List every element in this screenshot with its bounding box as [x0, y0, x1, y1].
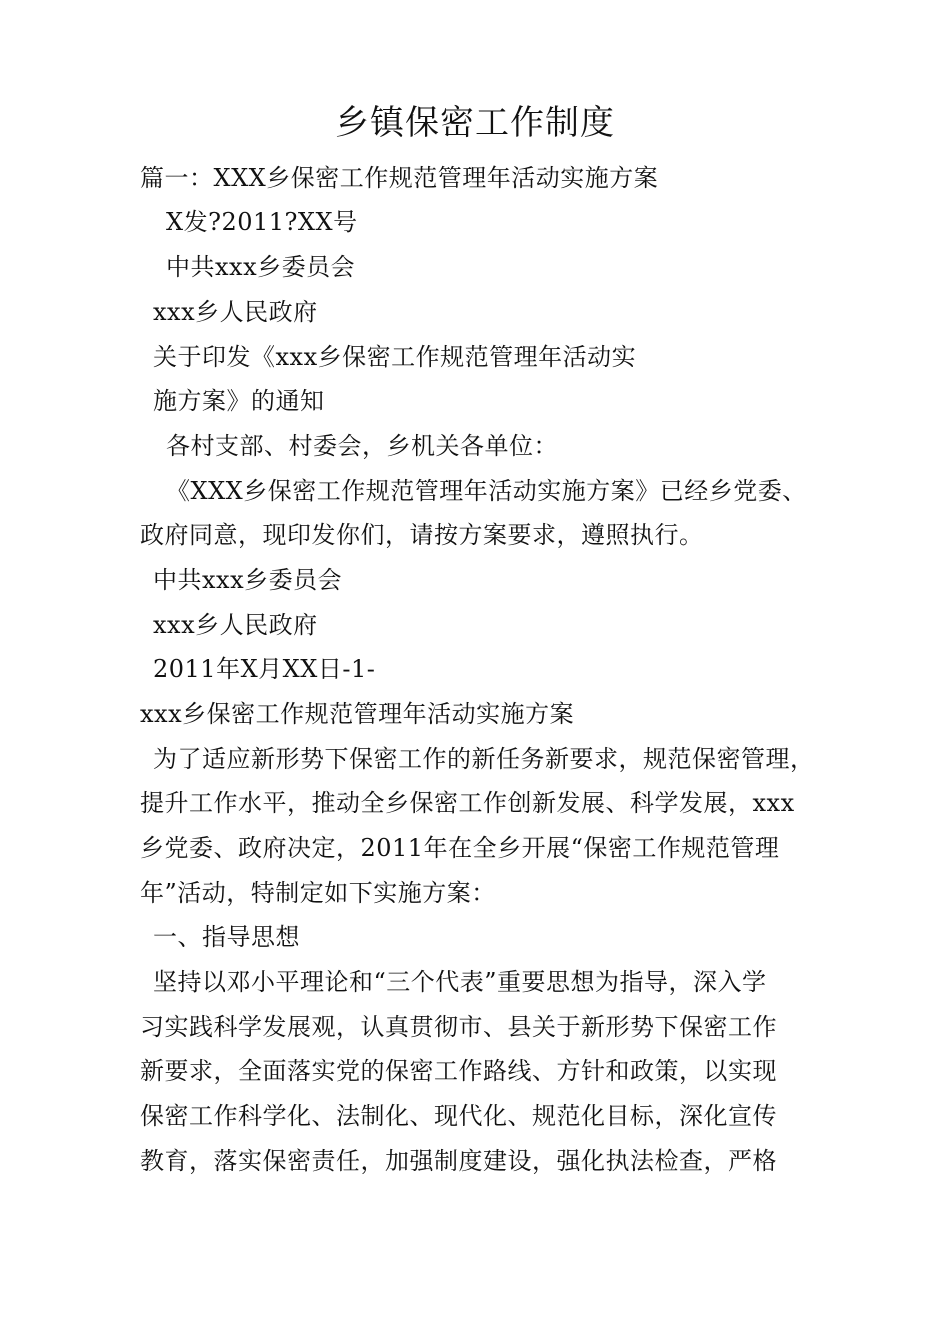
text-line-body: 政府同意，现印发你们，请按方案要求，遵照执行。: [140, 521, 704, 549]
text-line-body: 教育，落实保密责任，加强制度建设，强化执法检查，严格: [140, 1147, 777, 1175]
document-title: 乡镇保密工作制度: [335, 103, 615, 143]
text-line-signature-government: xxx乡人民政府: [153, 611, 318, 639]
text-line-notice-title-1: 关于印发《xxx乡保密工作规范管理年活动实: [153, 343, 637, 371]
text-line-issuer-government: xxx乡人民政府: [153, 298, 318, 326]
text-line-body: 《XXX乡保密工作规范管理年活动实施方案》已经乡党委、: [166, 477, 807, 505]
text-line-subheading: 一、指导思想: [153, 923, 300, 951]
text-line-doc-number: X发?2011?XX号: [166, 208, 358, 236]
text-line-body: 保密工作科学化、法制化、现代化、规范化目标，深化宣传: [140, 1102, 777, 1130]
text-line-body: 新要求，全面落实党的保密工作路线、方针和政策，以实现: [140, 1057, 777, 1085]
text-line-heading: 篇一：XXX乡保密工作规范管理年活动实施方案: [140, 164, 659, 192]
text-line-body: 年”活动，特制定如下实施方案：: [140, 879, 496, 907]
text-line-body: 坚持以邓小平理论和“三个代表”重要思想为指导，深入学: [153, 968, 767, 996]
text-line-signature-committee: 中共xxx乡委员会: [153, 566, 343, 594]
text-line-body: 习实践科学发展观，认真贯彻市、县关于新形势下保密工作: [140, 1013, 777, 1041]
text-line-body: 为了适应新形势下保密工作的新任务新要求，规范保密管理，: [153, 745, 815, 773]
text-line-section-title: xxx乡保密工作规范管理年活动实施方案: [140, 700, 575, 728]
text-line-recipients: 各村支部、村委会，乡机关各单位：: [166, 432, 558, 460]
text-line-body: 乡党委、政府决定，2011年在全乡开展“保密工作规范管理: [140, 834, 780, 862]
text-line-notice-title-2: 施方案》的通知: [153, 387, 325, 415]
text-line-issuer-committee: 中共xxx乡委员会: [166, 253, 356, 281]
text-line-body: 提升工作水平，推动全乡保密工作创新发展、科学发展，xxx: [140, 789, 795, 817]
text-line-date: 2011年X月XX日-1-: [153, 655, 376, 683]
